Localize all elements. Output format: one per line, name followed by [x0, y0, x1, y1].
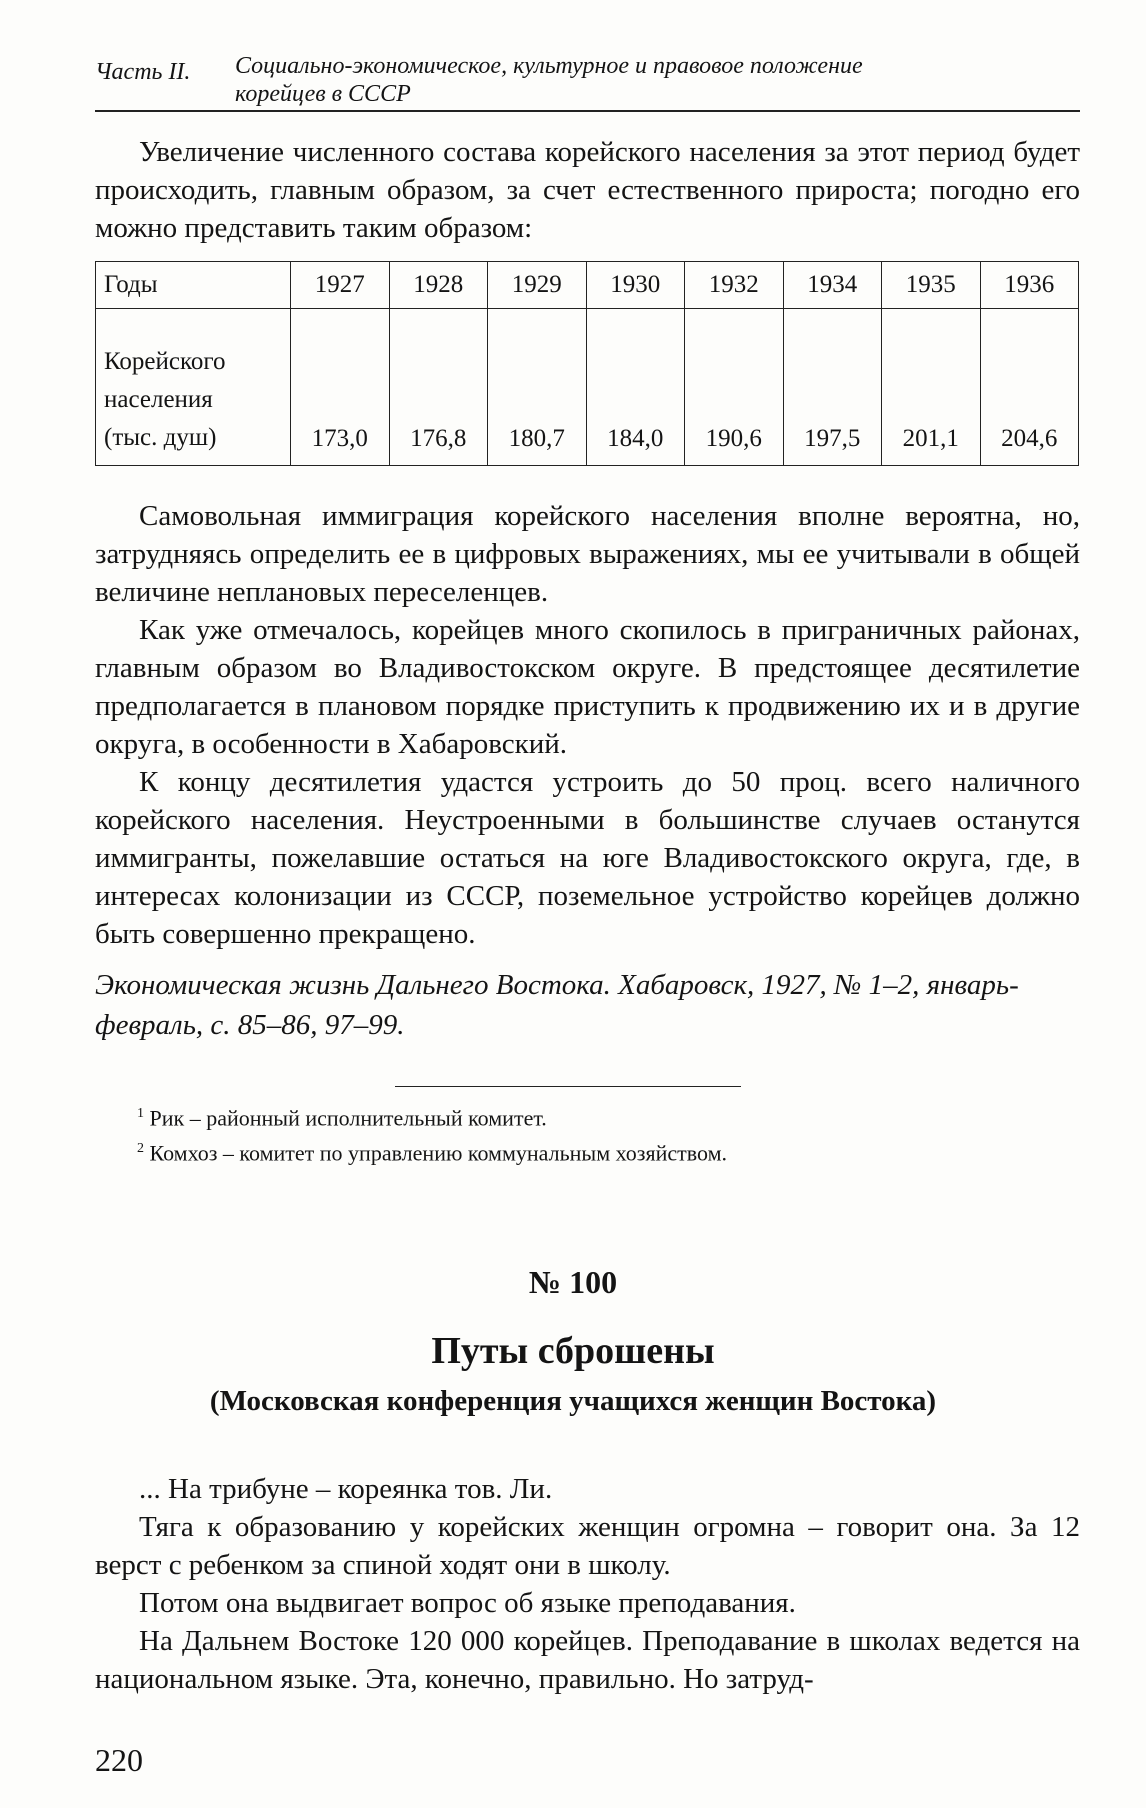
paragraph: На Дальнем Востоке 120 000 корейцев. Преподавание в школах ведется на национальном языке. Эта, конечно, правильно. Но затруд- [95, 1625, 1080, 1695]
document-subtitle: (Московская конференция учащихся женщин Востока) [209, 1385, 937, 1417]
value-cell: 197,5 [783, 309, 882, 466]
year-cell: 1932 [685, 262, 784, 309]
year-cell: 1929 [488, 262, 587, 309]
header-rule [95, 110, 1080, 112]
table-value-row [96, 309, 1079, 466]
body-text [95, 497, 1080, 953]
year-cell: 1936 [980, 262, 1079, 309]
page-number: 220 [95, 1742, 143, 1778]
footnote: $^2$ Комхоз – комитет по управлению коммунальным хозяйством. [137, 1140, 727, 1166]
table-row-label: Корейского населения (тыс. душ) [96, 309, 291, 466]
value-cell: 204,6 [980, 309, 1079, 466]
year-cell: 1927 [291, 262, 390, 309]
document-title: Путы сброшены [431, 1330, 715, 1372]
source-citation: Экономическая жизнь Дальнего Востока. Хабаровск, 1927, № 1–2, январь-февраль, с. 85–86, 97–99. [95, 969, 1019, 1041]
header-title-line2: корейцев в СССР [235, 81, 411, 107]
header-title-line1: Социально-экономическое, культурное и правовое положение [235, 53, 863, 79]
value-cell: 173,0 [291, 309, 390, 466]
year-cell: 1928 [389, 262, 488, 309]
header-part: Часть II. [95, 59, 191, 85]
paragraph: Потом она выдвигает вопрос об языке преподавания. [139, 1587, 796, 1619]
value-cell: 184,0 [586, 309, 685, 466]
value-cell: 190,6 [685, 309, 784, 466]
paragraph: Самовольная иммиграция корейского населения вполне вероятна, но, затрудняясь определить ее в цифровых выражениях, мы ее учитывали в общей величине неплановых переселенцев. [95, 500, 1080, 608]
document-body [95, 1470, 1080, 1698]
paragraph: Тяга к образованию у корейских женщин огромна – говорит она. За 12 верст с ребенком за спиной ходят они в школу. [95, 1511, 1080, 1581]
paragraph: Как уже отмечалось, корейцев много скопилось в приграничных районах, главным образом во Владивостокском округе. В предстоящее десятилетие предполагается в плановом порядке приступить к продвижению их и в другие округа, в особенности в Хабаровский. [95, 614, 1080, 760]
year-cell: 1934 [783, 262, 882, 309]
value-cell: 176,8 [389, 309, 488, 466]
footnote: $^1$ Рик – районный исполнительный комитет. [137, 1105, 547, 1131]
footnote-rule [395, 1086, 741, 1087]
table-header-row [96, 262, 1079, 309]
value-cell: 201,1 [882, 309, 981, 466]
population-table [95, 261, 1079, 466]
year-cell: 1930 [586, 262, 685, 309]
paragraph: ... На трибуне – кореянка тов. Ли. [139, 1473, 553, 1505]
intro-paragraph: Увеличение численного состава корейского населения за этот период будет происходить, главным образом, за счет естественного прироста; погодно его можно представить таким образом: [95, 136, 1080, 244]
value-cell: 180,7 [488, 309, 587, 466]
header-title [235, 52, 1035, 108]
year-cell: 1935 [882, 262, 981, 309]
document-number: № 100 [528, 1264, 618, 1300]
paragraph: К концу десятилетия удастся устроить до 50 проц. всего наличного корейского населения. Неустроенными в большинстве случаев останутся иммигранты, пожелавшие остаться на юге Владивостокского округа, где, в интересах колонизации из СССР, поземельное устройство корейцев должно быть совершенно прекращено. [95, 766, 1080, 950]
table-header-label: Годы [96, 262, 291, 309]
